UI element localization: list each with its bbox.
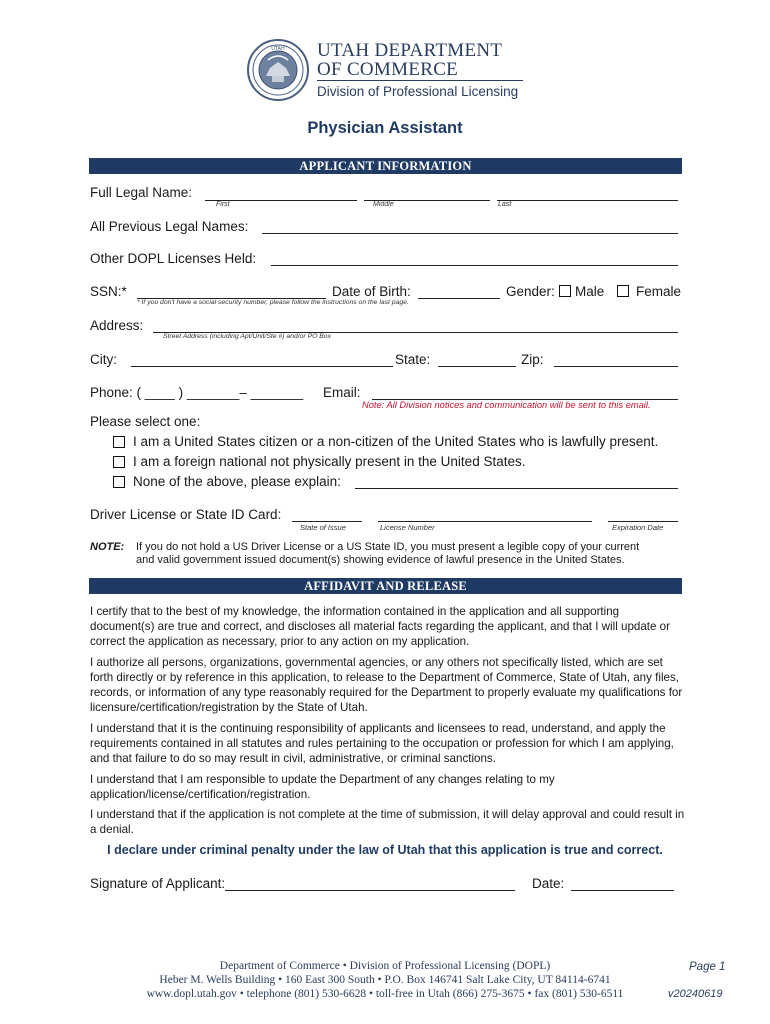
phone-field[interactable]: Phone: ( ____ ) _______– _______ (90, 385, 304, 400)
driver-license-label: Driver License or State ID Card: (90, 507, 282, 522)
foreign-national-option-label: I am a foreign national not physically present in the United States. (133, 454, 526, 469)
note-line-2: and valid government issued document(s) showing evidence of lawful presence in the United States. (136, 554, 625, 566)
svg-text:UTAH: UTAH (271, 46, 285, 52)
dl-expiration-hint: Expiration Date (612, 523, 664, 532)
dl-number-field[interactable] (378, 521, 592, 522)
division-name: Division of Professional Licensing (317, 84, 519, 99)
ssn-label: SSN:* (90, 284, 127, 299)
previous-names-field[interactable] (262, 233, 678, 234)
other-licenses-field[interactable] (271, 265, 678, 266)
citizen-checkbox[interactable] (113, 436, 125, 448)
note-label: NOTE: (90, 541, 125, 553)
footer-line-1: Department of Commerce • Division of Professional Licensing (DOPL) (219, 960, 551, 972)
page-number: Page 1 (689, 961, 726, 973)
affidavit-paragraph-1: I certify that to the best of my knowledge, the information contained in the application and all supporting document(s) are true and correct, and discloses all material facts regarding the applicant, and that I will update or correct the application as necessary, prior to any action on my application. (90, 605, 670, 648)
dl-expiration-field[interactable] (608, 521, 678, 522)
email-note: Note: All Division notices and communication will be sent to this email. (362, 400, 651, 410)
signature-field[interactable] (225, 890, 515, 891)
address-hint: Street Address (including Apt/Unit/Ste #) and/or PO Box (163, 333, 331, 340)
header-divider (317, 80, 523, 81)
gender-label: Gender: (506, 284, 555, 299)
affidavit-paragraph-2: I authorize all persons, organizations, governmental agencies, or any others not specifically listed, which are set forth directly or by reference in this application, to release to the Department of Commerce, State of Utah, any files, records, or information of any type reasonably required for the Department to properly evaluate my qualifications for licensure/certification/registration by the State of Utah. (90, 656, 683, 714)
state-seal-icon (246, 38, 310, 102)
male-label: Male (575, 284, 605, 299)
org-name-line1: UTAH DEPARTMENT (317, 40, 503, 61)
date-label: Date: (532, 876, 565, 891)
city-field[interactable] (131, 366, 393, 367)
zip-field[interactable] (554, 366, 678, 367)
affidavit-paragraph-5: I understand that if the application is not complete at the time of submission, it will delay approval and could result in a denial. (90, 808, 685, 836)
first-name-hint: First (216, 201, 230, 208)
section-header-applicant: APPLICANT INFORMATION (89, 158, 682, 174)
middle-name-hint: Middle (373, 201, 394, 208)
citizen-option-label: I am a United States citizen or a non-citizen of the United States who is lawfully present. (133, 434, 659, 449)
signature-label: Signature of Applicant: (90, 876, 226, 891)
version-code: v20240619 (668, 988, 723, 1000)
date-field[interactable] (571, 890, 674, 891)
last-name-hint: Last (498, 201, 512, 208)
dob-label: Date of Birth: (332, 284, 411, 299)
affidavit-paragraph-3: I understand that it is the continuing responsibility of applicants and licensees to read, understand, and apply the requirements contained in all statutes and rules pertaining to the occupation or profession for which I am applying, and that failure to do so may result in civil, administrative, or criminal sanctions. (90, 722, 674, 765)
foreign-national-checkbox[interactable] (113, 456, 125, 468)
none-of-above-option-label: None of the above, please explain: (133, 474, 341, 489)
dl-number-hint: License Number (380, 523, 435, 532)
note-line-1: If you do not hold a US Driver License or a US State ID, you must present a legible copy of your current (136, 541, 640, 553)
dob-field[interactable] (418, 298, 500, 299)
address-label: Address: (90, 318, 144, 333)
footer-line-3: www.dopl.utah.gov • telephone (801) 530-6628 • toll-free in Utah (866) 275-3675 • fax (801) 530-6511 (146, 988, 624, 1000)
full-legal-name-label: Full Legal Name: (90, 185, 193, 200)
city-label: City: (90, 352, 117, 367)
state-field[interactable] (438, 366, 516, 367)
female-checkbox[interactable] (617, 285, 629, 297)
male-checkbox[interactable] (559, 285, 571, 297)
other-licenses-label: Other DOPL Licenses Held: (90, 251, 257, 266)
last-name-field[interactable] (497, 200, 678, 201)
none-of-above-checkbox[interactable] (113, 476, 125, 488)
zip-label: Zip: (521, 352, 544, 367)
footer-line-2: Heber M. Wells Building • 160 East 300 South • P.O. Box 146741 Salt Lake City, UT 84114-6741 (159, 974, 611, 986)
dl-state-hint: State of Issue (300, 523, 346, 532)
state-label: State: (395, 352, 431, 367)
previous-names-label: All Previous Legal Names: (90, 219, 249, 234)
form-title: Physician Assistant (307, 119, 463, 137)
explain-field[interactable] (355, 488, 678, 489)
affidavit-paragraph-4: I understand that I am responsible to update the Department of any changes relating to my application/license/certification/registration. (90, 773, 555, 801)
declaration-statement: I declare under criminal penalty under the law of Utah that this application is true and correct. (107, 843, 663, 857)
org-name-line2: OF COMMERCE (317, 59, 459, 80)
ssn-note: * If you don't have a social security number, please follow the instructions on the last page. (137, 299, 409, 306)
section-header-affidavit: AFFIDAVIT AND RELEASE (89, 578, 682, 594)
female-label: Female (636, 284, 682, 299)
dl-state-field[interactable] (292, 521, 362, 522)
email-label: Email: (323, 385, 361, 400)
select-prompt: Please select one: (90, 414, 201, 429)
